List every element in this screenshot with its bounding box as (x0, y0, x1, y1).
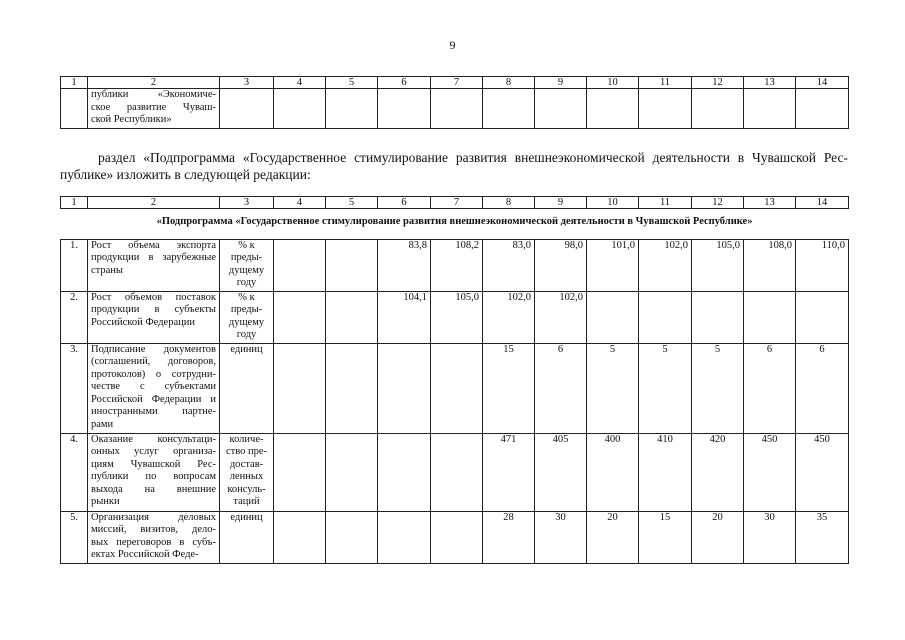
value-cell: 6 (796, 343, 849, 433)
value-cell (744, 291, 796, 343)
table-continuation (60, 76, 849, 129)
cell-line: Российской Федерации и (91, 393, 216, 405)
cell-line: Организация деловых (91, 511, 216, 523)
column-number-cell: 2 (88, 197, 220, 209)
cell-line: Оказание консультаци- (91, 433, 216, 445)
value-cell: 110,0 (796, 239, 849, 291)
column-number-cell: 5 (326, 197, 378, 209)
value-cell: 102,0 (639, 239, 692, 291)
column-number-cell: 6 (378, 77, 431, 89)
indicator-name-cell (88, 433, 220, 511)
cell-line: продукции в зарубежные (91, 252, 216, 263)
value-cell: 105,0 (431, 291, 483, 343)
column-number-cell: 3 (220, 197, 274, 209)
unit-cell (220, 291, 274, 343)
value-cell (326, 343, 378, 433)
value-cell: 30 (535, 511, 587, 563)
column-number-cell: 11 (639, 197, 692, 209)
cell-line: миссий, визитов, дело- (91, 524, 216, 535)
value-cell: 420 (692, 433, 744, 511)
value-cell (587, 291, 639, 343)
value-cell (274, 343, 326, 433)
table-subprogram (60, 196, 849, 564)
cell-line: онных услуг организа- (91, 446, 216, 457)
cell-line: Рост объема экспорта (91, 239, 216, 251)
column-number-cell: 1 (61, 77, 88, 89)
column-number-cell: 2 (88, 77, 220, 89)
row-number-cell: 4. (61, 433, 88, 511)
cell-line: дущему (228, 316, 265, 328)
value-cell: 102,0 (483, 291, 535, 343)
value-cell: 101,0 (587, 239, 639, 291)
cell-line: % к (238, 291, 255, 303)
column-number-cell: 13 (744, 77, 796, 89)
cell-line: выхода на внешние (91, 483, 216, 495)
value-cell (378, 343, 431, 433)
column-number-cell: 5 (326, 77, 378, 89)
cell-line: ство пре- (225, 446, 268, 457)
column-number-cell: 4 (274, 77, 326, 89)
value-cell (431, 511, 483, 563)
cell-line: честве с субъектами (91, 381, 216, 392)
amendment-paragraph (60, 149, 848, 183)
column-number-cell: 11 (639, 77, 692, 89)
cell-line: (соглашений, договоров, (91, 356, 216, 367)
value-cell (378, 511, 431, 563)
cell-line: Рост объемов поставок (91, 291, 216, 303)
column-number-cell: 12 (692, 77, 744, 89)
cell-line: ектах Российской Феде- (91, 549, 199, 560)
indicator-name-cell (88, 291, 220, 343)
value-cell: 405 (535, 433, 587, 511)
column-number-cell: 9 (535, 77, 587, 89)
cell-line: продукции в субъекты (91, 304, 216, 315)
value-cell (378, 433, 431, 511)
value-cell: 30 (744, 511, 796, 563)
cell-line: Российской Федерации (91, 316, 195, 328)
value-cell (274, 291, 326, 343)
cell-line: ское развитие Чуваш- (91, 101, 216, 113)
value-cell: 83,8 (378, 239, 431, 291)
cell-line: рынки (91, 496, 120, 507)
cell-line: Подписание документов (91, 343, 216, 355)
cell-line: публики «Экономиче- (91, 89, 216, 100)
value-cell (639, 291, 692, 343)
indicator-name-cell (88, 343, 220, 433)
value-cell: 20 (587, 511, 639, 563)
column-number-cell: 3 (220, 77, 274, 89)
value-cell: 5 (639, 343, 692, 433)
column-number-cell: 12 (692, 197, 744, 209)
value-cell: 35 (796, 511, 849, 563)
value-cell: 83,0 (483, 239, 535, 291)
value-cell: 108,2 (431, 239, 483, 291)
value-cell: 6 (744, 343, 796, 433)
column-number-cell: 14 (796, 77, 849, 89)
value-cell: 20 (692, 511, 744, 563)
value-cell (274, 511, 326, 563)
table-row (61, 239, 849, 291)
cell-line: единиц (230, 511, 263, 523)
unit-cell (220, 511, 274, 563)
value-cell (274, 239, 326, 291)
cell-line: количе- (229, 433, 264, 445)
cell-line: дущему (228, 264, 265, 276)
column-number-row (61, 77, 849, 89)
cell-line: ской Республики» (91, 114, 172, 125)
column-number-cell: 4 (274, 197, 326, 209)
cell-line: консуль- (227, 483, 266, 495)
column-number-cell: 7 (431, 77, 483, 89)
cell-line: % к (238, 239, 255, 251)
subprogram-title-row (61, 209, 849, 240)
column-number-cell: 1 (61, 197, 88, 209)
value-cell (326, 511, 378, 563)
column-number-cell: 14 (796, 197, 849, 209)
value-cell (326, 291, 378, 343)
indicator-name-cell (88, 239, 220, 291)
value-cell (326, 239, 378, 291)
cell-line: преды- (230, 304, 263, 315)
value-cell (326, 433, 378, 511)
subprogram-title: «Подпрограмма «Государственное стимулирование развития внешнеэкономической деятельности в Чувашской Республике» (61, 209, 849, 240)
cell-line: рами (91, 418, 114, 430)
unit-cell (220, 433, 274, 511)
column-number-cell: 7 (431, 197, 483, 209)
cell-line: страны (91, 264, 123, 276)
value-cell (431, 433, 483, 511)
column-number-cell: 10 (587, 197, 639, 209)
table-row (61, 291, 849, 343)
cell-line: циям Чувашской Рес- (91, 458, 216, 470)
value-cell: 5 (692, 343, 744, 433)
column-number-row (61, 197, 849, 209)
cell-line: публики по вопросам (91, 471, 216, 482)
column-number-cell: 13 (744, 197, 796, 209)
table-row (61, 433, 849, 511)
value-cell: 410 (639, 433, 692, 511)
cell-line: таций (233, 496, 260, 507)
unit-cell (220, 343, 274, 433)
column-number-cell: 6 (378, 197, 431, 209)
value-cell (274, 433, 326, 511)
value-cell: 104,1 (378, 291, 431, 343)
value-cell (796, 291, 849, 343)
paragraph-line-2: публике» изложить в следующей редакции: (60, 167, 311, 182)
row-number-cell: 3. (61, 343, 88, 433)
column-number-cell: 8 (483, 77, 535, 89)
value-cell: 28 (483, 511, 535, 563)
cell-line: протоколов) о сотрудни- (91, 368, 216, 380)
value-cell: 108,0 (744, 239, 796, 291)
unit-cell (220, 239, 274, 291)
value-cell: 6 (535, 343, 587, 433)
column-number-cell: 8 (483, 197, 535, 209)
row-number-cell: 5. (61, 511, 88, 563)
cell-line: единиц (230, 343, 263, 355)
indicator-name-cell (88, 511, 220, 563)
value-cell: 471 (483, 433, 535, 511)
value-cell (692, 291, 744, 343)
cell-line: ленных (229, 471, 264, 482)
cell-line: преды- (230, 252, 263, 263)
column-number-cell: 9 (535, 197, 587, 209)
value-cell: 450 (744, 433, 796, 511)
value-cell (431, 343, 483, 433)
cell-line: году (236, 277, 257, 288)
value-cell: 15 (639, 511, 692, 563)
row-number-cell (61, 89, 88, 129)
value-cell: 400 (587, 433, 639, 511)
value-cell: 102,0 (535, 291, 587, 343)
table-row (61, 343, 849, 433)
page-number: 9 (449, 38, 456, 52)
value-cell: 5 (587, 343, 639, 433)
row-number-cell: 1. (61, 239, 88, 291)
value-cell: 15 (483, 343, 535, 433)
cell-line: вых переговоров в субъ- (91, 536, 216, 548)
column-number-cell: 10 (587, 77, 639, 89)
paragraph-line-1: раздел «Подпрограмма «Государственное стимулирование развития внешнеэкономической деятельности в Чувашской Рес- (98, 150, 848, 165)
value-cell: 105,0 (692, 239, 744, 291)
value-cell: 450 (796, 433, 849, 511)
table-row (61, 511, 849, 563)
value-cell: 98,0 (535, 239, 587, 291)
row-number-cell: 2. (61, 291, 88, 343)
table-row (61, 89, 849, 129)
cell-line: иностранными партне- (91, 406, 216, 417)
cell-line: достав- (229, 458, 264, 470)
indicator-name-cell (88, 89, 220, 129)
cell-line: году (236, 329, 257, 340)
